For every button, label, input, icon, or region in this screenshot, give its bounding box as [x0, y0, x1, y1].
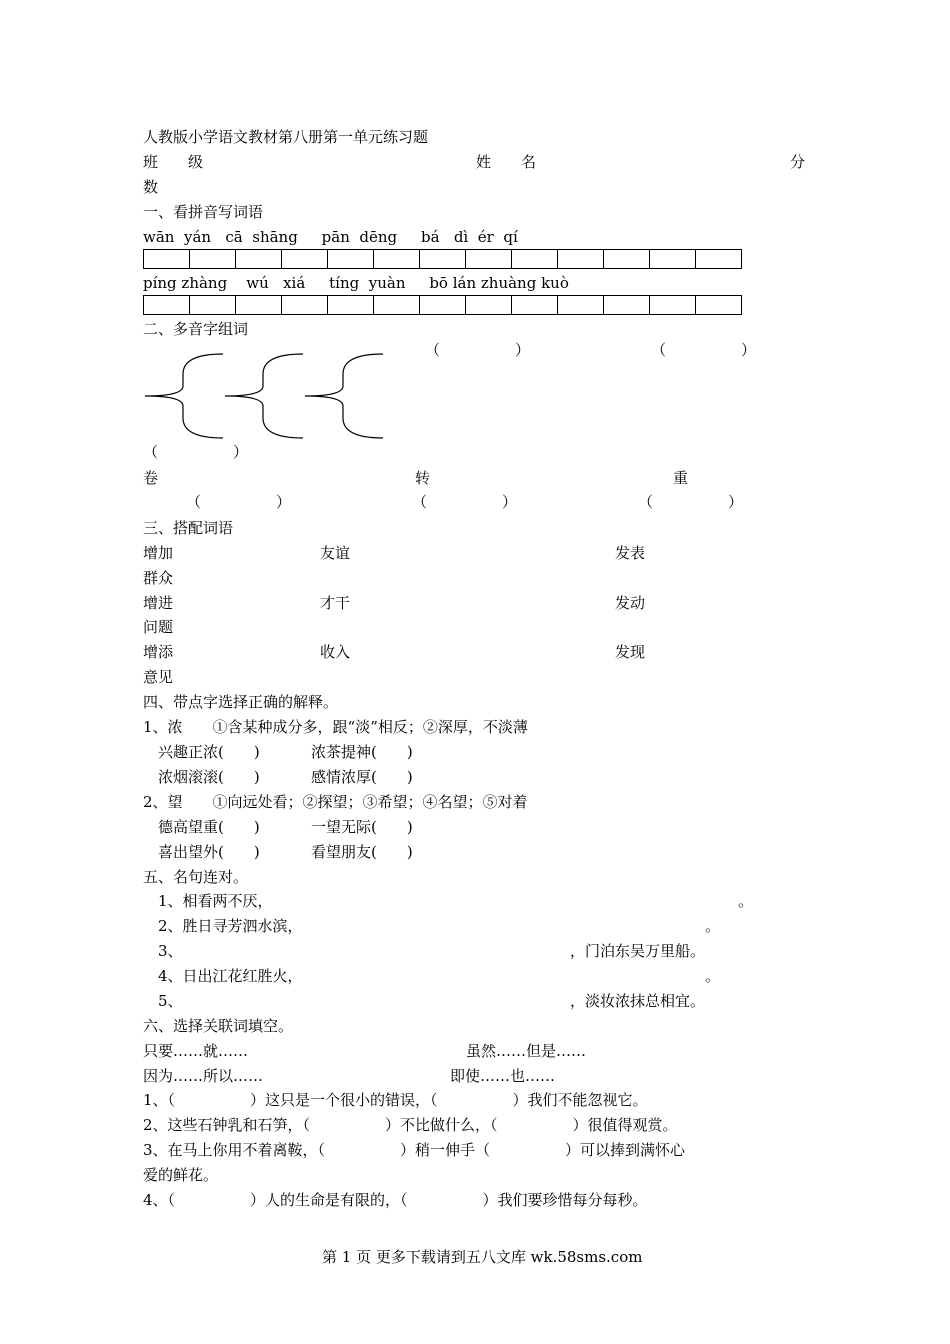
brace-group [143, 352, 388, 440]
fill-sentence[interactable]: 2、这些石钟乳和石笋，（ ）不比做什么，（ ）很值得观赏。 [143, 1116, 678, 1134]
fill-sentence[interactable]: 3、在马上你用不着离鞍，（ ）稍一伸手（ ）可以捧到满怀心 [143, 1141, 686, 1159]
fill-sentence[interactable]: 1、（ ）这只是一个很小的错误，（ ）我们不能忽视它。 [143, 1091, 648, 1109]
section6-heading: 六、选择关联词填空。 [143, 1017, 294, 1035]
paren-blank[interactable]: （ ） [425, 341, 531, 359]
paren-blank[interactable]: （ ） [412, 493, 518, 511]
brace-1 [145, 354, 223, 438]
match-word: 发现 [615, 643, 646, 661]
paren-blank[interactable]: （ ） [143, 443, 249, 461]
section1-heading: 一、看拼音写词语 [143, 203, 264, 221]
pinyin-row-2: píng zhàng wú xiá tíng yuàn bō lán zhuàng kuò [143, 274, 569, 292]
verse-right: ，门泊东吴万里船。 [570, 942, 706, 960]
brace-3 [305, 354, 383, 438]
score-label-wrap: 数 [143, 178, 159, 196]
verse-right: 。 [738, 892, 754, 910]
match-word: 发动 [615, 594, 646, 612]
q1-item[interactable]: 浓茶提神( ) [311, 743, 413, 761]
class-label: 班 级 [143, 153, 204, 171]
q1-item[interactable]: 感情浓厚( ) [311, 768, 413, 786]
q1-definition: 1、浓 ①含某种成分多，跟“淡”相反；②深厚，不淡薄 [143, 718, 528, 736]
match-word: 增加 [143, 544, 174, 562]
pinyin-row-1: wān yán cā shāng pān dēng bá dì ér qí [143, 228, 518, 246]
writing-grid-2[interactable] [143, 295, 742, 315]
q1-item[interactable]: 浓烟滚滚( ) [158, 768, 260, 786]
fill-sentence-cont: 爱的鲜花。 [143, 1166, 219, 1184]
verse-right: ，淡妆浓抹总相宜。 [570, 992, 706, 1010]
match-word: 增进 [143, 594, 174, 612]
section5-heading: 五、名句连对。 [143, 868, 249, 886]
name-label: 姓 名 [476, 153, 537, 171]
section2-heading: 二、多音字组词 [143, 320, 249, 338]
paren-blank[interactable]: （ ） [638, 493, 744, 511]
match-word: 问题 [143, 618, 174, 636]
match-word: 增添 [143, 643, 174, 661]
conjunction-option: 因为……所以…… [143, 1067, 264, 1085]
conjunction-option: 即使……也…… [450, 1067, 556, 1085]
fill-sentence[interactable]: 4、（ ）人的生命是有限的，（ ）我们要珍惜每分每秒。 [143, 1191, 648, 1209]
match-word: 友谊 [320, 544, 351, 562]
q2-item[interactable]: 看望朋友( ) [311, 843, 413, 861]
verse-right: 。 [705, 917, 721, 935]
conjunction-option: 虽然……但是…… [466, 1042, 587, 1060]
q2-item[interactable]: 喜出望外( ) [158, 843, 260, 861]
match-word: 收入 [320, 643, 351, 661]
section4-heading: 四、带点字选择正确的解释。 [143, 693, 339, 711]
verse-left: 2、胜日寻芳泗水滨， [158, 917, 303, 935]
paren-blank[interactable]: （ ） [186, 493, 292, 511]
paren-blank[interactable]: （ ） [651, 341, 757, 359]
match-word: 意见 [143, 668, 174, 686]
polyphone-char-2: 转 [415, 469, 431, 487]
polyphone-char-3: 重 [673, 469, 689, 487]
polyphone-char-1: 卷 [143, 469, 159, 487]
verse-left: 4、日出江花红胜火， [158, 967, 303, 985]
section3-heading: 三、搭配词语 [143, 519, 234, 537]
conjunction-option: 只要……就…… [143, 1042, 249, 1060]
writing-grid-1[interactable] [143, 249, 742, 269]
score-label: 分 [790, 153, 806, 171]
verse-left: 3、 [158, 942, 183, 960]
page-footer: 第 1 页 更多下载请到五八文库 wk.58sms.com [322, 1248, 643, 1266]
brace-2 [225, 354, 303, 438]
verse-left: 1、相看两不厌， [158, 892, 273, 910]
match-word: 才干 [320, 594, 351, 612]
q2-item[interactable]: 德高望重( ) [158, 818, 260, 836]
match-word: 发表 [615, 544, 646, 562]
match-word: 群众 [143, 569, 174, 587]
verse-right: 。 [705, 967, 721, 985]
q2-definition: 2、望 ①向远处看；②探望；③希望；④名望；⑤对着 [143, 793, 528, 811]
verse-left: 5、 [158, 992, 183, 1010]
q1-item[interactable]: 兴趣正浓( ) [158, 743, 260, 761]
page-title: 人教版小学语文教材第八册第一单元练习题 [143, 128, 429, 146]
q2-item[interactable]: 一望无际( ) [311, 818, 413, 836]
